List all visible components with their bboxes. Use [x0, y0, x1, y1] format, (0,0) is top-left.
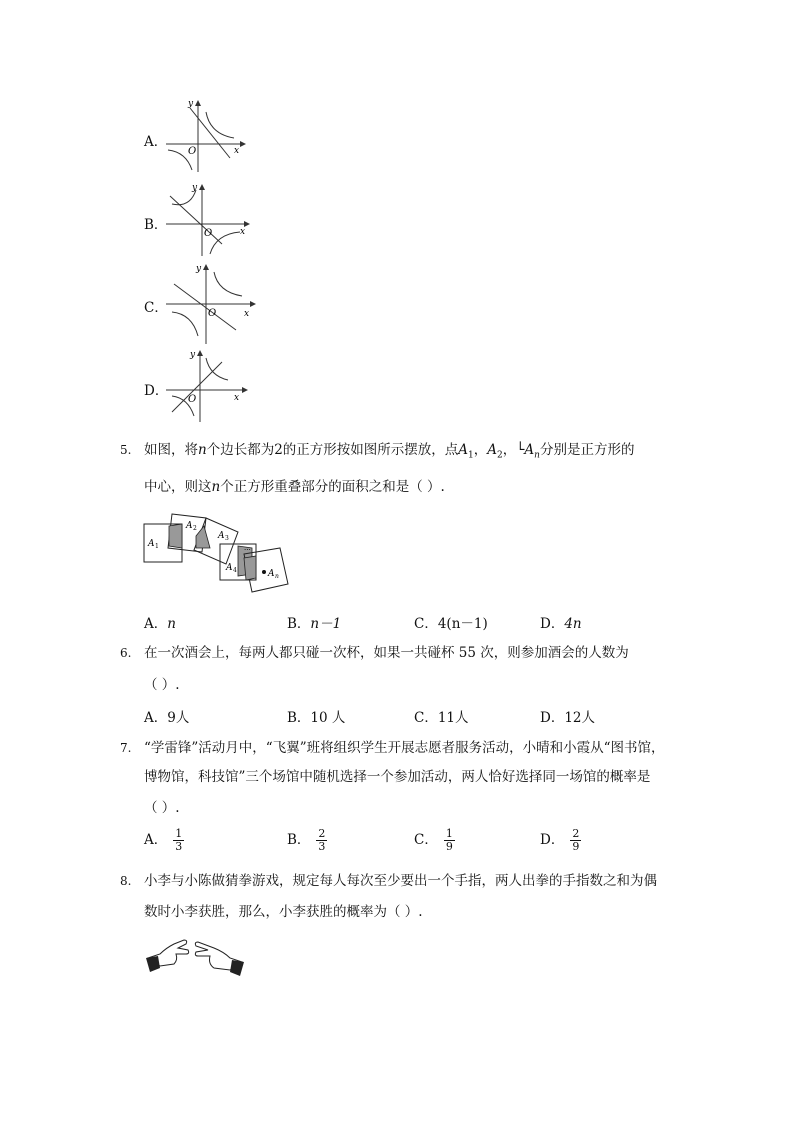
q6-number: 6.: [120, 646, 132, 660]
q5-squares-figure: [140, 508, 310, 604]
q6-line-1: 在一次酒会上，每两人都只碰一次杯，如果一共碰杯 55 次，则参加酒会的人数为: [144, 645, 629, 661]
q4b-x: x: [240, 227, 246, 237]
q6-option-d: D．12人: [540, 710, 596, 726]
q5-line-1: 如图，将n个边长都为2的正方形按如图所示摆放，点$A_1$，$A_2$，$└A_n$分别是正方形的: [144, 442, 635, 461]
q5-number: 5.: [120, 443, 132, 457]
svg-text:4: 4: [233, 567, 237, 574]
q4-option-a-label: A．: [144, 134, 168, 150]
svg-text:A: A: [226, 563, 233, 573]
q4-option-c-graph: [164, 262, 256, 346]
q5-option-c: C．4(n－1): [414, 616, 488, 632]
q5-option-d: D．4n: [540, 616, 582, 632]
q8-number: 8.: [120, 874, 132, 888]
q4d-o: O: [188, 394, 197, 405]
q4c-y: y: [196, 264, 202, 274]
q7-number: 7.: [120, 741, 132, 755]
q4d-y: y: [190, 350, 196, 360]
q6-line-2: （ ）.: [144, 677, 180, 693]
q4a-y: y: [188, 99, 194, 109]
q5-line-2: 中心，则这n个正方形重叠部分的面积之和是（ ）.: [144, 479, 445, 495]
q5-option-a: A．n: [144, 616, 176, 632]
hands-icon: [144, 934, 248, 980]
svg-text:...: ...: [244, 544, 251, 552]
svg-text:1: 1: [155, 543, 159, 550]
q6-option-b: B．10 人: [287, 710, 346, 726]
q6-option-c: C．11人: [414, 710, 469, 726]
q5-option-b: B．n－1: [287, 616, 342, 632]
q4d-x: x: [234, 393, 240, 403]
q4-option-c-label: C．: [144, 300, 168, 316]
q4a-o: O: [188, 146, 197, 157]
q7-option-b: B． $\frac{2}{3}$: [287, 827, 326, 853]
q4-option-b-graph: [164, 182, 250, 258]
q7-option-a: A． $\frac{1}{3}$: [144, 827, 183, 853]
q4-option-a-graph: [164, 98, 246, 176]
q4a-x: x: [234, 146, 240, 156]
svg-text:A: A: [186, 521, 193, 531]
svg-text:n: n: [275, 573, 279, 580]
q4-option-b-label: B．: [144, 217, 168, 233]
q7-line-2: 博物馆，科技馆”三个场馆中随机选择一个参加活动，两人恰好选择同一场馆的概率是: [144, 769, 651, 785]
q4b-y: y: [192, 183, 198, 193]
q8-line-2: 数时小李获胜，那么，小李获胜的概率为（ ）.: [144, 904, 423, 920]
q6-option-a: A．9人: [144, 710, 190, 726]
q4-option-d-label: D．: [144, 383, 169, 399]
q7-line-1: “学雷锋”活动月中，“飞翼”班将组织学生开展志愿者服务活动，小晴和小霞从“图书馆，: [144, 740, 665, 756]
svg-text:2: 2: [193, 525, 197, 532]
q7-option-d: D． $\frac{2}{9}$: [540, 827, 580, 853]
svg-text:A: A: [218, 531, 225, 541]
q7-option-c: C． $\frac{1}{9}$: [414, 827, 453, 853]
svg-text:A: A: [268, 569, 275, 579]
q4-option-d-graph: [164, 348, 248, 424]
q4c-x: x: [244, 309, 250, 319]
q7-line-3: （ ）.: [144, 800, 180, 816]
q4c-o: O: [208, 308, 217, 319]
svg-text:A: A: [148, 539, 155, 549]
svg-text:3: 3: [225, 535, 229, 542]
q8-line-1: 小李与小陈做猜拳游戏，规定每人每次至少要出一个手指，两人出拳的手指数之和为偶: [144, 873, 657, 889]
q4b-o: O: [204, 228, 213, 239]
